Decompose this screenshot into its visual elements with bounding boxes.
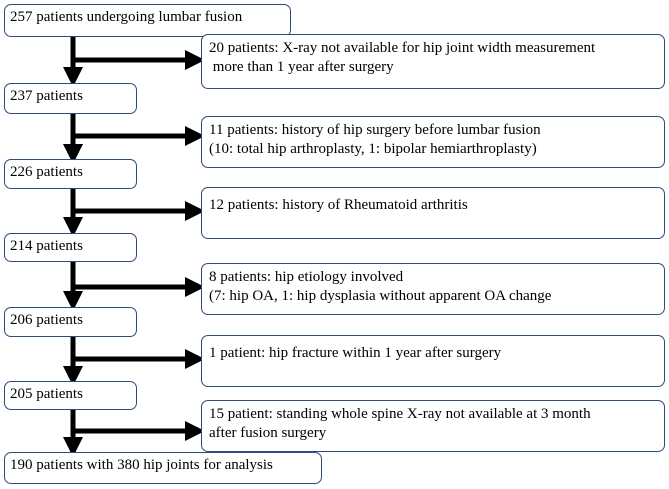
exclusion-line-2: more than 1 year after surgery (209, 59, 394, 75)
exclusion-box-2 (201, 116, 665, 168)
exclusion-line-2: after fusion surgery (209, 425, 327, 441)
main-step-label: 237 patients (10, 88, 83, 104)
main-step-1 (4, 4, 291, 37)
exclusion-box-1 (201, 34, 665, 89)
exclusion-line-1: 20 patients: X-ray not available for hip joint width measurement (209, 40, 596, 56)
main-step-4 (4, 233, 137, 262)
exclusion-box-3 (201, 187, 665, 239)
exclusion-line-1: 15 patient: standing whole spine X-ray not available at 3 month (209, 406, 591, 422)
main-step-3 (4, 159, 137, 189)
exclusion-line-2: (7: hip OA, 1: hip dysplasia without apparent OA change (209, 288, 552, 304)
main-step-label: 214 patients (10, 238, 83, 254)
main-step-7 (4, 452, 322, 484)
main-step-6 (4, 381, 137, 410)
main-step-label: 226 patients (10, 164, 83, 180)
exclusion-box-5 (201, 335, 665, 387)
exclusion-line-1: 8 patients: hip etiology involved (209, 269, 404, 285)
exclusion-box-4 (201, 263, 665, 315)
main-step-label: 205 patients (10, 386, 83, 402)
exclusion-line-2: (10: total hip arthroplasty, 1: bipolar hemiarthroplasty) (209, 141, 537, 157)
exclusion-line-1: 11 patients: history of hip surgery before lumbar fusion (209, 122, 541, 138)
exclusion-line-1: 12 patients: history of Rheumatoid arthritis (209, 197, 468, 213)
main-step-5 (4, 307, 137, 337)
main-step-label: 206 patients (10, 312, 83, 328)
exclusion-box-6 (201, 400, 665, 452)
exclusion-line-1: 1 patient: hip fracture within 1 year after surgery (209, 345, 502, 361)
main-step-label: 257 patients undergoing lumbar fusion (10, 9, 243, 25)
main-step-label: 190 patients with 380 hip joints for analysis (10, 457, 273, 473)
main-step-2 (4, 83, 137, 114)
